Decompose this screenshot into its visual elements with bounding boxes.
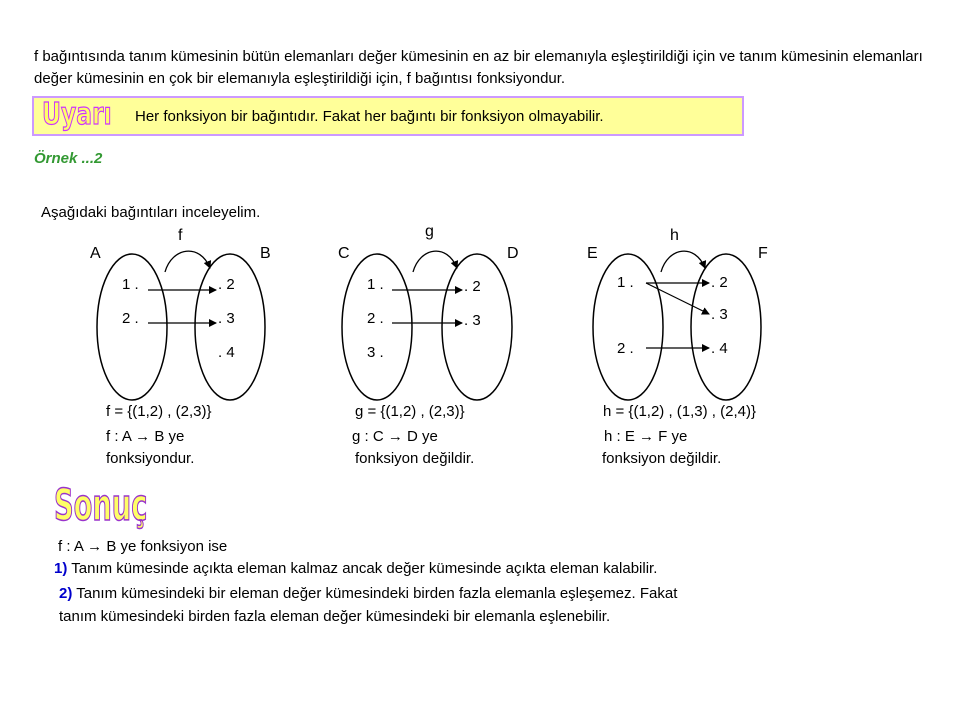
result-item-1	[54, 560, 657, 577]
set-f-element: . 4	[711, 340, 728, 357]
set-b-label: B	[260, 245, 271, 262]
item-2-number: 2)	[59, 585, 73, 602]
h-relation-name: h	[670, 227, 679, 244]
warning-text: Her fonksiyon bir bağıntıdır. Fakat her bağıntı bir fonksiyon olmayabilir.	[135, 108, 604, 125]
set-a-element: 2 .	[122, 310, 139, 327]
set-c-element: 1 .	[367, 276, 384, 293]
set-b-element: . 3	[218, 310, 235, 327]
f-map-notation: f : A → B ye	[106, 428, 185, 445]
f-curve-arrow	[165, 251, 210, 272]
item-1-number: 1)	[54, 560, 68, 577]
g-relation-name: g	[425, 223, 434, 240]
f-relation-name: f	[178, 227, 183, 244]
h-arrow-1-3	[646, 283, 709, 314]
set-c-element: 2 .	[367, 310, 384, 327]
set-e-element: 1 .	[617, 274, 634, 291]
intro-paragraph: f bağıntısında tanım kümesinin bütün elemanları değer kümesinin en az bir elemanıyla eşleştirildiği için ve tanım kümesinin elemanları değer kümesinin en çok bir elemanıyla eşleştirildiği için, f bağıntısı fonksiyondur.	[34, 48, 923, 87]
lead-text: Aşağıdaki bağıntıları inceleyelim.	[41, 204, 261, 221]
f-set-notation: f = {(1,2) , (2,3)}	[106, 403, 212, 420]
f-verdict: fonksiyondur.	[106, 450, 195, 467]
h-map-notation: h : E → F ye	[604, 428, 688, 445]
g-verdict: fonksiyon değildir.	[355, 450, 475, 467]
warning-title: Uyarı	[42, 97, 112, 132]
set-f-element: . 3	[711, 306, 728, 323]
set-a-element: 1 .	[122, 276, 139, 293]
result-title: Sonuç	[54, 480, 148, 531]
set-b-element: . 2	[218, 276, 235, 293]
set-c-label: C	[338, 245, 350, 262]
set-b-element: . 4	[218, 344, 235, 361]
set-a-label: A	[90, 245, 101, 262]
item-2-text-line-1: Tanım kümesindeki bir eleman değer kümesindeki birden fazla elemanla eşleşemez. Fakat	[76, 585, 678, 602]
h-curve-arrow	[661, 251, 705, 272]
item-1-text: Tanım kümesinde açıkta eleman kalmaz ancak değer kümesinde açıkta eleman kalabilir.	[71, 560, 658, 577]
set-e-label: E	[587, 245, 598, 262]
set-c-element: 3 .	[367, 344, 384, 361]
item-2-text-line-2: tanım kümesindeki birden fazla eleman değer kümesindeki bir elemanla eşlenebilir.	[59, 608, 611, 625]
set-f-element: . 2	[711, 274, 728, 291]
set-f-label: F	[758, 245, 768, 262]
result-premise: f : A → B ye fonksiyon ise	[58, 538, 228, 555]
h-set-notation: h = {(1,2) , (1,3) , (2,4)}	[603, 403, 756, 420]
g-map-notation: g : C → D ye	[352, 428, 438, 445]
set-d-element: . 2	[464, 278, 481, 295]
set-d-label: D	[507, 245, 519, 262]
set-e-element: 2 .	[617, 340, 634, 357]
result-item-2	[59, 585, 677, 602]
h-verdict: fonksiyon değildir.	[602, 450, 722, 467]
example-label: Örnek ...2	[34, 150, 103, 167]
set-d-element: . 3	[464, 312, 481, 329]
g-set-notation: g = {(1,2) , (2,3)}	[355, 403, 465, 420]
g-curve-arrow	[413, 251, 457, 272]
